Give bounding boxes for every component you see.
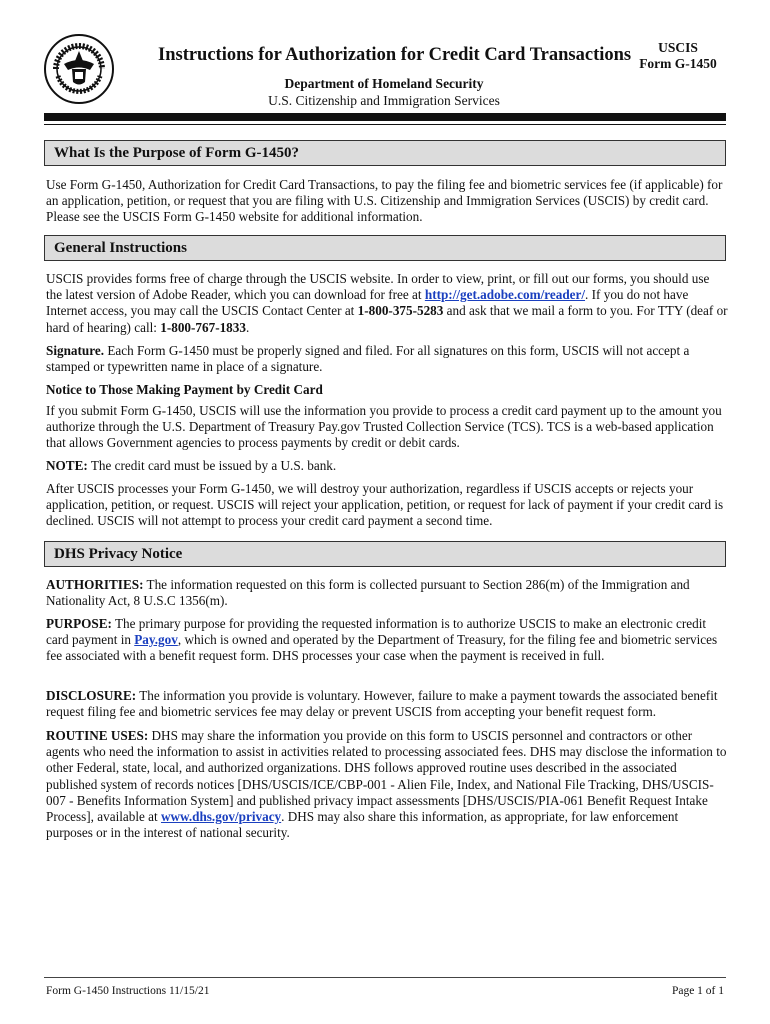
- disclosure-label: DISCLOSURE:: [46, 688, 137, 703]
- routine-uses-paragraph: [46, 728, 728, 841]
- note-label: NOTE:: [46, 458, 88, 473]
- form-number: Form G-1450: [639, 56, 717, 71]
- agency-label: USCIS: [658, 40, 698, 55]
- purpose-text: , which is owned and operated by the Department of Treasury, for the filing fee and biometric services fee associated with a benefit request form. DHS processes your case when the payment is received in full.: [46, 632, 718, 664]
- footer-rule: [44, 977, 726, 978]
- purpose-label: PURPOSE:: [46, 616, 112, 631]
- general-text: USCIS provides forms free of charge through the USCIS website. In order to view, print, or fill out our forms, you should use the latest version of Adobe Reader, which you can download for free at: [46, 271, 710, 303]
- dhs-seal-icon: [44, 34, 114, 104]
- general-paragraph-forms: [46, 271, 728, 336]
- authorities-paragraph: [46, 577, 728, 609]
- paygov-link[interactable]: Pay.gov: [134, 632, 178, 648]
- disclosure-paragraph: [46, 688, 728, 720]
- contact-center-phone: 1-800-375-5283: [357, 303, 444, 319]
- document-title: Instructions for Authorization for Credit Card Transactions: [158, 45, 632, 65]
- footer-form-edition: Form G-1450 Instructions 11/15/21: [46, 985, 210, 997]
- purpose-privacy-paragraph: [46, 616, 728, 665]
- authorities-text: The information requested on this form is collected pursuant to Section 286(m) of the Immigration and Nationality Act, 8 U.S.C 1356(m).: [46, 577, 690, 609]
- tty-phone: 1-800-767-1833: [160, 319, 246, 335]
- department-name: Department of Homeland Security: [284, 76, 484, 91]
- after-processing-paragraph: After USCIS processes your Form G-1450, we will destroy your authorization, regardless if USCIS accepts or rejects your application, petition, or request. USCIS will reject your application, petition, or request for lack of payment if your credit card is declined. USCIS will not attempt to process your credit card payment a second time.: [46, 481, 724, 529]
- authorities-label: AUTHORITIES:: [46, 577, 144, 592]
- general-text: and ask that we mail a form to you. For TTY (deaf or hard of hearing) call:: [46, 303, 728, 335]
- notice-paragraph: If you submit Form G-1450, USCIS will use the information you provide to process a credit card payment up to the amount you authorize through the U.S. Department of Treasury Pay.gov Trusted Collection Service (TCS). TCS is a web-based application that allows Government agencies to process payments by credit or debit cards.: [46, 403, 722, 451]
- section-heading-purpose: What Is the Purpose of Form G-1450?: [44, 140, 726, 166]
- general-text: .: [245, 319, 250, 335]
- note-text: The credit card must be issued by a U.S. bank.: [87, 458, 337, 473]
- notice-heading: Notice to Those Making Payment by Credit Card: [46, 382, 323, 397]
- section-heading-privacy: DHS Privacy Notice: [44, 541, 726, 567]
- signature-paragraph: [46, 343, 728, 375]
- signature-label: Signature.: [46, 343, 105, 358]
- adobe-reader-link[interactable]: http://get.adobe.com/reader/: [424, 287, 586, 303]
- signature-text: Each Form G-1450 must be properly signed and filed. For all signatures on this form, USCIS will not accept a stamped or typewritten name in place of a signature.: [46, 343, 690, 375]
- purpose-text: The primary purpose for providing the requested information is to authorize USCIS to make an electronic credit card payment in: [46, 616, 707, 648]
- routine-uses-label: ROUTINE USES:: [46, 728, 149, 743]
- general-text: . If you do not have Internet access, you may call the USCIS Contact Center at: [46, 287, 689, 319]
- purpose-paragraph: Use Form G-1450, Authorization for Credit Card Transactions, to pay the filing fee and biometric services fee (if applicable) for an application, petition, or request that you are filing with U.S. Citizenship and Immigration Services (USCIS) by credit card. Please see the USCIS Form G-1450 website for additional information.: [46, 177, 723, 225]
- footer-page-number: Page 1 of 1: [671, 985, 724, 997]
- dhs-privacy-link[interactable]: www.dhs.gov/privacy: [160, 809, 282, 825]
- routine-uses-text: . DHS may also share this information, as appropriate, for law enforcement purposes or in the interest of national security.: [46, 809, 679, 841]
- form-id-block: [630, 40, 726, 72]
- subagency-name: U.S. Citizenship and Immigration Services: [268, 93, 500, 108]
- disclosure-text: The information you provide is voluntary. However, failure to make a payment towards the associated benefit request filing fee and biometric services fee may delay or prevent USCIS from accepting your benefit request form.: [46, 688, 718, 720]
- section-heading-general: General Instructions: [44, 235, 726, 261]
- routine-uses-text: DHS may share the information you provide on this form to USCIS personnel and contractors or other agents who need the information to assist in activities related to processing associated fees. DHS may disclose the information to other Federal, state, local, and authorized organizations. DHS follows approved routine uses described in the associated published system of records notices [DHS/USCIS/ICE/CBP-001 - Alien File, Index, and National File Tracking, DHS/USCIS-007 - Benefits Information System] and published privacy impact assessments [DHS/USCIS/PIA-061 Benefit Request Intake Process], available at: [46, 728, 727, 825]
- header-rule-thick: [44, 113, 726, 121]
- header-rule-thin: [44, 124, 726, 125]
- note-paragraph: [46, 458, 728, 474]
